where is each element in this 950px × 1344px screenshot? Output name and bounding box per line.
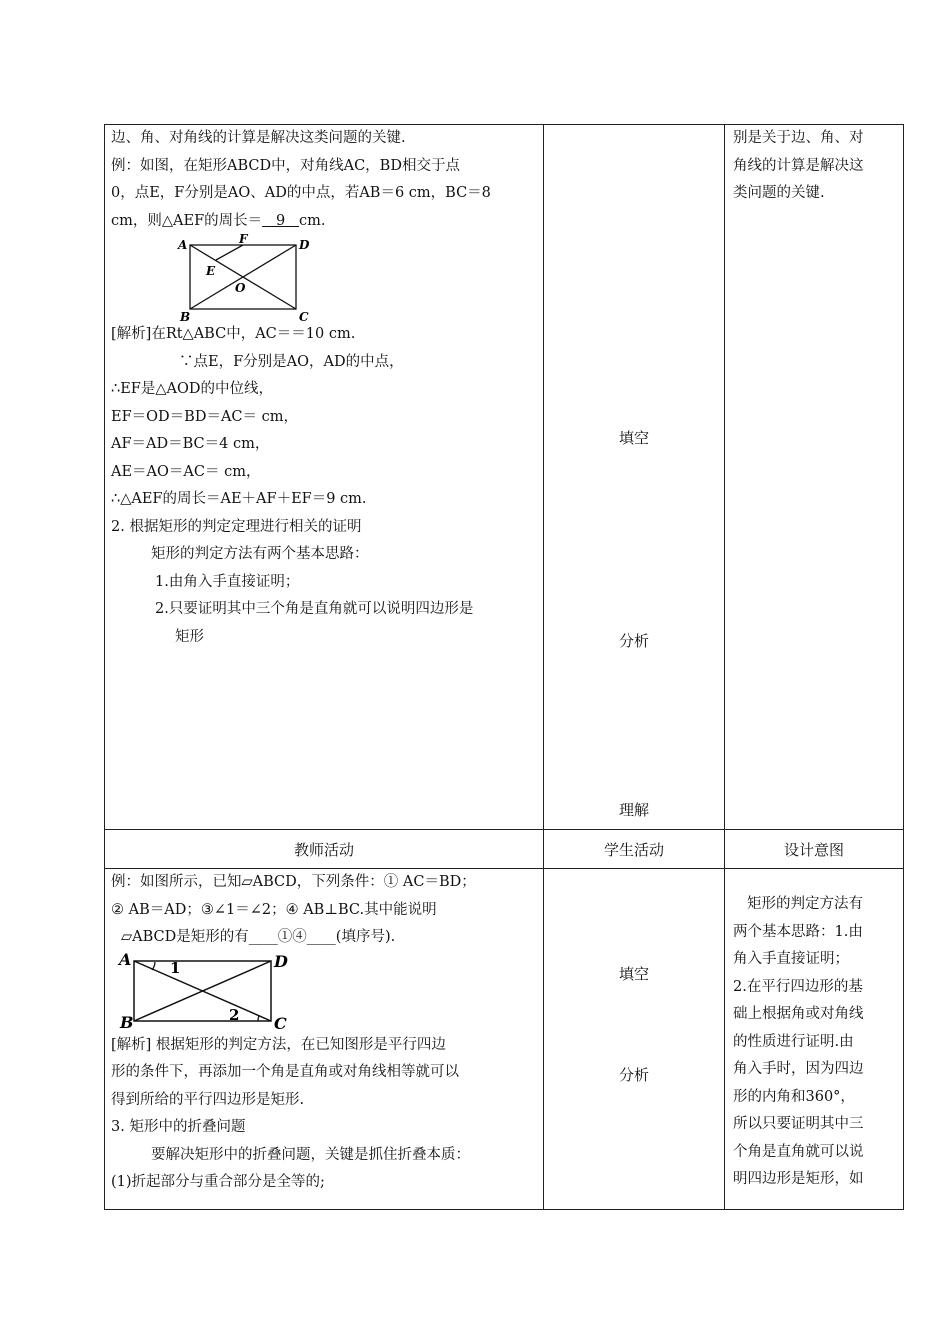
fig2-label-angle-1: 1 [170,958,181,977]
fig2-label-d: D [274,951,288,971]
example2-answer: ____①④____ [248,929,336,945]
fig1-label-f: F [239,233,248,246]
fig1-label-e: E [206,264,216,278]
header-row [105,830,904,869]
rectangle-figure-2 [111,948,311,1032]
design-intent2-line-6: 的性质进行证明.由 [733,1033,854,1050]
fig1-label-a: A [178,238,188,252]
student-activity-cell [544,125,725,830]
analysis-line-1: [解析] 根据矩形的判定方法，在已知图形是平行四边 [111,1036,446,1053]
point-2-item-1: 1.由角入手直接证明； [155,573,300,590]
design-intent2-line-8: 形的内角和360°， [733,1088,855,1105]
example-line-b: 0，点E，F分别是AO、AD的中点，若AB＝6 cm，BC＝8 [111,185,491,201]
student-activity-cell-2 [544,869,725,1210]
intro-line: 边、角、对角线的计算是解决这类问题的关键. [111,130,406,146]
teacher-activity-cell [105,125,544,830]
design-intent2-line-3: 角入手直接证明； [733,951,849,967]
content-row-2 [105,869,904,1210]
solution-line-4: EF＝OD＝BD＝AC＝ cm， [111,408,298,425]
design-intent-line-1: 别是关于边、角、对 [733,130,864,146]
solution-line-3: ∴EF是△AOD的中位线， [111,381,274,397]
rectangle-figure-1 [175,233,375,321]
student-activity-fill-2: 填空 [618,965,649,983]
lesson-table [104,124,904,1210]
teacher-activity-cell-2 [105,869,544,1210]
fig2-label-c: C [274,1013,287,1032]
fig2-label-angle-2: 2 [229,1005,240,1024]
student-activity-analyze-2: 分析 [618,1066,649,1084]
design-intent2-line-7: 角入手时，因为四边 [733,1061,864,1077]
point-2-heading: 2. 根据矩形的判定定理进行相关的证明 [111,518,362,535]
solution-line-6: AE＝AO＝AC＝ cm， [111,463,261,480]
solution-line-5: AF＝AD＝BC＝4 cm， [111,436,270,452]
fig1-label-o: O [235,281,246,295]
example-answer: 9 [262,212,300,229]
content-row-1 [105,125,904,830]
fig1-label-c: C [299,310,309,321]
header-design-intent: 设计意图 [725,830,904,869]
fig2-label-a: A [119,949,132,969]
design-intent-cell-2 [725,869,904,1210]
header-student-activity: 学生活动 [544,830,725,869]
fig1-label-d: D [299,238,310,252]
student-activity-analyze: 分析 [618,632,649,650]
design-intent2-line-10: 个角是直角就可以说 [733,1143,864,1160]
design-intent2-line-9: 所以只要证明其中三 [733,1116,864,1132]
student-activity-fill: 填空 [618,429,649,447]
example2-line-a: 例：如图所示，已知▱ABCD，下列条件：① AC＝BD； [111,874,476,890]
design-intent-line-2: 角线的计算是解决这 [733,157,864,174]
design-intent-line-3: 类问题的关键. [733,185,825,201]
point-3-intro: 要解决矩形中的折叠问题，关键是抓住折叠本质： [151,1146,470,1163]
design-intent2-line-4: 2.在平行四边形的基 [733,978,863,995]
fig2-label-b: B [120,1012,134,1032]
solution-line-2: ∵点E，F分别是AO，AD的中点， [179,353,404,370]
example2-line-c: ▱ABCD是矩形的有____①④____(填序号). [121,929,396,945]
example-line-c: cm，则△AEF的周长＝ 9 cm. [111,212,326,229]
analysis-line-2: 形的条件下，再添加一个角是直角或对角线相等就可以 [111,1064,459,1080]
design-intent2-line-5: 础上根据角或对角线 [733,1006,864,1022]
design-intent2-line-11: 明四边形是矩形，如 [733,1171,864,1187]
point-2-intro: 矩形的判定方法有两个基本思路： [151,546,369,562]
point-2-item-2: 2.只要证明其中三个角是直角就可以说明四边形是 [155,601,474,617]
analysis-line-3: 得到所给的平行四边形是矩形. [111,1091,305,1108]
fig1-label-b: B [180,310,191,321]
example-line-a: 例：如图，在矩形ABCD中，对角线AC，BD相交于点 [111,157,460,174]
solution-line-1: [解析]在Rt△ABC中，AC＝＝10 cm. [111,326,356,342]
design-intent-cell [725,125,904,830]
point-3-heading: 3. 矩形中的折叠问题 [111,1119,246,1135]
header-teacher-activity: 教师活动 [105,830,544,869]
student-activity-understand: 理解 [618,801,649,819]
point-3-item-1: (1)折起部分与重合部分是全等的; [111,1174,325,1190]
example2-line-b: ② AB＝AD；③∠1＝∠2；④ AB⊥BC.其中能说明 [111,901,437,918]
design-intent2-line-2: 两个基本思路：1.由 [733,923,863,940]
solution-line-7: ∴△AEF的周长＝AE＋AF＋EF＝9 cm. [111,491,367,507]
design-intent2-line-1: 矩形的判定方法有 [747,896,863,912]
point-2-item-2-cont: 矩形 [175,628,204,645]
